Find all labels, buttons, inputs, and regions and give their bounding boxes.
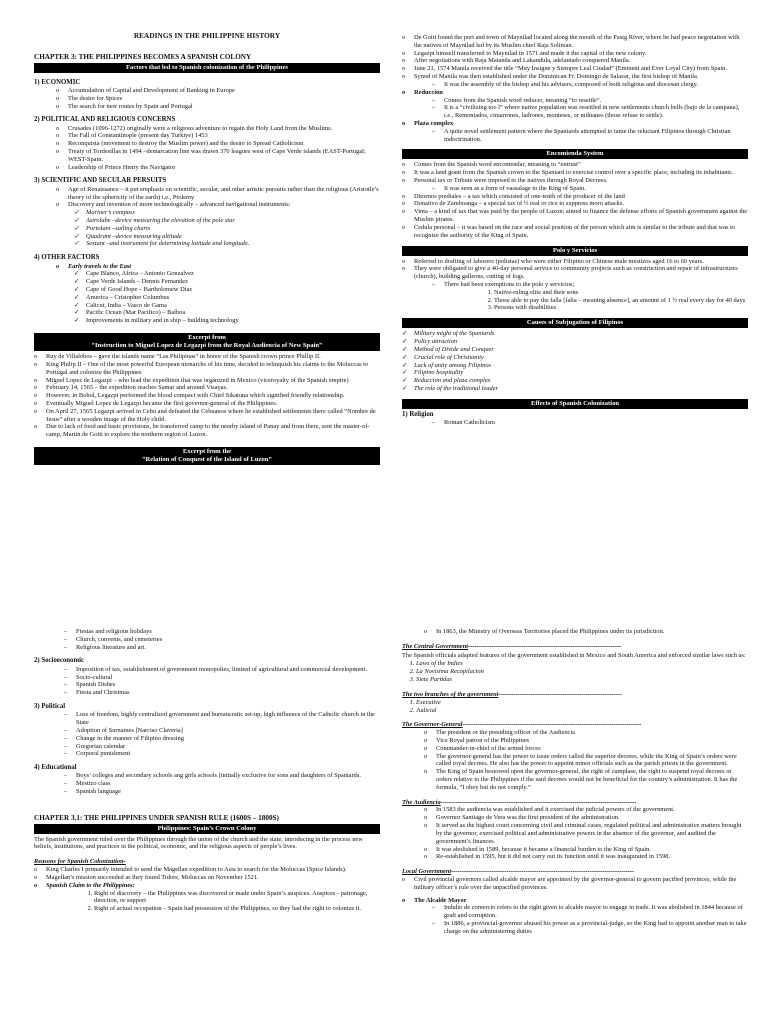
list-item: ✓ Improvements in military and in ship – building technology (74, 317, 380, 325)
audiencia-heading: The Audiencia-------------------------------------------------------------------------------------------- (402, 798, 637, 806)
list-item: o In 1583 the audiencia was established and it exercised the judicial powers of the government. (424, 806, 748, 814)
right-column (402, 34, 748, 427)
encomienda-sub-list (402, 185, 748, 193)
list-item: o June 21, 1574 Manila received the title “Muy Insigne y Siempre Leal Ciudad” (Eminent and Ever Loyal City) from Spain. (402, 65, 748, 73)
list-item: – Boys’ colleges and secondary schools ang girls schools [initially exclusive for sons and daughters of Spaniards. (64, 772, 380, 780)
list-item: o On April 27, 1565 Legazpi arrived in Cebu and defeated the Cebuanos where he established settlements there called “Nombre de Jesus” after a wooden image of the Holy child. (34, 408, 380, 424)
list-item: – Church, convents, and cemeteries (64, 636, 380, 644)
alcalde-list (402, 897, 748, 905)
list-item: o King Philip II – One of the most powerful European monarchs of his time, decided to relinquish his claims to the Moluccas to Portugal and colonize the Philippines (34, 361, 380, 377)
excerpt-1-list (34, 353, 380, 439)
list-item: o The governor-general has the power to issue orders called the superior decrees, while the King of Spain’s orders were called royal decrees. He also has the power to appoint minor officials such as the parish priests in the government. (424, 753, 748, 769)
list-item: o Donativo de Zamboanga – a special tax of ½ real or rice to suppress moro attacks. (402, 200, 748, 208)
scientific-list (34, 186, 380, 209)
encomienda-list (402, 161, 748, 184)
list-item: o Accumulation of Capital and Development of Banking in Europe (56, 87, 380, 95)
excerpt-2-bar (34, 447, 380, 465)
list-item: o Vinta – a kind of tax that was paid by the people of Luzon; aimed to finance the defense efforts of Spanish government against the Muslim pirates. (402, 208, 748, 224)
list-item: ✓ Pacific Ocean (Mar Pacifico) – Balboa (74, 309, 380, 317)
list-item: – Socio-cultural (64, 674, 380, 682)
reasons-list (34, 866, 380, 889)
list-item: ✓ The role of the traditional leader (402, 385, 748, 393)
conquest-list (402, 34, 748, 81)
reasons-heading: Reasons for Spanish Colonization- (34, 858, 126, 866)
list-item: o Magellan’s mission succeeded as they found Tidore, Moluccas on November 1521. (34, 874, 380, 882)
local-government-heading: Local Government-------------------------------------------------------------------------------------- (402, 868, 635, 876)
list-item: ✓ Calicut, India – Vasco de Gama (74, 302, 380, 310)
list-item: – Spanish language (64, 788, 380, 796)
reduccion-list (402, 89, 748, 97)
list-item: 3. Siete Partidas (416, 676, 748, 684)
socioeconomic-list (34, 666, 380, 697)
list-item: – Fiestas and religious holidays (64, 628, 380, 636)
list-item: – Adoption of Surnames [Narciso Claveria] (64, 727, 380, 735)
list-item: o Diezmos prediales – a tax which consisted of one-tenth of the producer of the land (402, 193, 748, 201)
exemptions-list (402, 289, 748, 312)
chapter-3-title: CHAPTER 3: THE PHILIPPINES BECOMES A SPANISH COLONY (34, 52, 252, 61)
list-item: – Religious literature and art. (64, 644, 380, 652)
list-item: – Corporal punishment (64, 750, 380, 758)
list-item: o Re-established in 1595, but it did not carry out its function until it was inaugurated in 1598. (424, 853, 748, 861)
excerpt-1-bar (34, 333, 380, 351)
branches-heading: The two branches of the government---------------------------------------------------------- (402, 690, 622, 698)
list-item: ✓ Reduccion and plaza complex (402, 377, 748, 385)
list-item: o Ruy de Villalobos – gave the islands name “Las Philipinas” in honor of the Spanish crown prince Phillip II. (34, 353, 380, 361)
list-item: o Eventually Miguel Lopez de Legazpi became the first governor-general of the Philippines. (34, 400, 380, 408)
list-item: o It served as the highest court concerning civil and criminal cases, regulated political and administrative matters brought by the governor, exercised political and administrative powers in the absence of the governor, and audited the government’s finances. (424, 822, 748, 845)
list-item: ✓ Sextant –and instrument for determining latitude and longitude. (74, 240, 380, 248)
list-item: – Indulto de comercio refers to the right given to alcalde mayor to engage in trade. It was abolished in 1844 because of graft and corruption. (432, 904, 748, 920)
list-item: 3. Persons with disabilities (494, 304, 748, 312)
list-item: o The King of Spain bestowed upon the governor-general, the right of cumplase, the right to suspend royal decrees or orders relative to the Philippines if the said decrees would not be beneficial for the country’s administration. It has the formula, “I obey but do not comply.” (424, 768, 748, 791)
list-item: o It was abolished in 1589, because it became a financial burden to the King of Spain. (424, 846, 748, 854)
list-item: o Reduccion (402, 89, 748, 97)
list-item: – It is a “civilizing too l” where native population was resettled in new settlements church bells (bajo de la campana), i.e., Remontados, cimarrones, ladrones, monteses, or milnanes (those refuse to settle). (432, 104, 748, 120)
laws-list (402, 660, 748, 683)
right-column-lower (402, 628, 748, 936)
other-factors-list (34, 263, 380, 271)
religion-heading: 1) Religion (402, 410, 434, 418)
left-column-lower (34, 628, 380, 913)
other-factors-heading: 4) OTHER FACTORS (34, 254, 100, 262)
alcalde-sub-list (402, 904, 748, 935)
local-government-list (402, 876, 748, 892)
list-item: ✓ Crucial role of Christianity (402, 354, 748, 362)
encomienda-bar: Encomienda System (402, 149, 748, 159)
list-item: o Age of Renaissance – it put emphasis on scientific, secular, and other artistic pursuits rather than the religious (Aristotle’s theory of the sphericity of the earth) i.e., Ptolemy (56, 186, 380, 202)
socioeconomic-heading: 2) Socioeconomic (34, 657, 85, 665)
ministry-list (402, 628, 748, 636)
political-effects-heading: 3) Political (34, 702, 66, 710)
polo-sub-list (402, 281, 748, 289)
list-item: ✓ Quadrant –device measuring altitude (74, 233, 380, 241)
plaza-sub-list (402, 128, 748, 144)
polo-list (402, 258, 748, 281)
list-item: o Treaty of Tordesillas in 1494 –demarcation line was drawn 370 leagues west of Cape Verde islands (EAST-Portugal; WEST-Spain. (56, 148, 380, 164)
causes-list (402, 330, 748, 393)
list-item: o Synod of Manila was then established under the Dominican Fr. Domingo de Salazar, the first bishop of Manila. (402, 73, 748, 81)
list-item: o Governor Santiago de Vera was the first president of the administration. (424, 814, 748, 822)
synod-sub-list (402, 81, 748, 89)
chapter-3-1-title: CHAPTER 3.1: THE PHILIPPINES UNDER SPANISH RULE (1600S – 1800S) (34, 813, 279, 822)
list-item: o Spanish Claim to the Philippines: (34, 882, 380, 890)
list-item: o De Goiti found the port and town of Maynilad located along the mouth of the Pasig River, where he had peace negotiation with the natives of Maynilad led by its Muslim chief Raja Soliman. (402, 34, 748, 50)
list-item: – Loss of freedom, highly centralized government and bureaucratic set-up, high influence of the Catholic church in the State (64, 711, 380, 727)
list-item: ✓ America – Cristopher Columbus (74, 294, 380, 302)
plaza-list (402, 120, 748, 128)
religion-list (402, 419, 748, 427)
list-item: – Change in the manner of Filipino dressing (64, 735, 380, 743)
list-item: 2. Those able to pay the falla [falta – meaning absence], an amount of 1 ½ real every day for 40 days (494, 297, 748, 305)
list-item: ✓ Cape Verde Islands – Dennis Fernandez (74, 278, 380, 286)
list-item: o Due to lack of food and basic provisions, he transferred camp to the nearby island of Panay and from there, sent the master-of-camp, Martin de Goiti to explore the northern region of Luzon. (34, 423, 380, 439)
list-item: ✓ Cape of Good Hope – Bartholomew Diaz (74, 286, 380, 294)
list-item: ✓ Astrolabe –device measuring the elevation of the pole star (74, 217, 380, 225)
list-item: – Spanish Dishes (64, 681, 380, 689)
excerpt-2-line-2: “Relation of Conquest of the Island of Luzon” (142, 456, 272, 464)
central-government-heading: The Central Government------------------------------------------------------------------------ (402, 642, 622, 650)
list-item: – There had been exemptions to the polo y servicios; (432, 281, 748, 289)
list-item: o They were obligated to give a 40-day personal service to community projects such as construction and repair of infrastructures (church), building galleons, cutting of logs. (402, 265, 748, 281)
list-item: – Roman Catholicism (432, 419, 748, 427)
list-item: o It was a land grant from the Spanish crown to the Spaniard to exercise control over a specific place, including its inhabitants. (402, 169, 748, 177)
list-item: 2. Judicial (416, 707, 748, 715)
list-item: 1. Right of discovery – the Philippines was discovered or made under Spain’s auspices. Auspices - patronage, direction, or support (94, 890, 380, 906)
list-item: o King Charles I primarily intended to send the Magellan expedition to Asia to search for the Moluccas (Spice Islands). (34, 866, 380, 874)
educational-heading: 4) Educational (34, 764, 77, 772)
political-heading: 2) POLITICAL AND RELIGIOUS CONCERNS (34, 116, 176, 124)
excerpt-1-line-2: “Instruction to Miguel Lopez de Legazpi from the Royal Audiencia of New Spain” (91, 342, 323, 350)
page-title: READINGS IN THE PHILIPPINE HISTORY (133, 32, 281, 40)
taxes-list (402, 193, 748, 240)
list-item: ✓ Filipino hospitality (402, 369, 748, 377)
left-column (34, 0, 380, 467)
list-item: 1. Laws of the Indies (416, 660, 748, 668)
effects-bar: Effects of Spanish Colonization (402, 399, 748, 409)
list-item: 1. Native-ruling elite and their sons (494, 289, 748, 297)
governor-general-heading: The Governor-General------------------------------------------------------------------------------------ (402, 721, 642, 729)
central-paragraph: The Spanish officials adapted features of the government established in Mexico and South America and enforced similar laws such as: (402, 651, 746, 659)
political-effects-list (34, 711, 380, 758)
list-item: o Cedula personal – it was based on the race and social position of the person which aim is similar to the tribute and that was to recognize the authority of the King of Spain. (402, 224, 748, 240)
list-item: – It was seen as a form of vassalage to the King of Spain. (432, 185, 748, 193)
excerpt-2-line-1: Excerpt from the (182, 448, 232, 456)
list-item: o The desire for Spices (56, 95, 380, 103)
governor-general-list (402, 729, 748, 792)
list-item: – Mestizo class (64, 780, 380, 788)
political-list (34, 125, 380, 172)
economic-heading: 1) ECONOMIC (34, 78, 81, 86)
list-item: ✓ Policy attraction (402, 338, 748, 346)
list-item: o Vice Royal patron of the Philippines (424, 737, 748, 745)
list-item: o Leadership of Prince Henry the Navigator (56, 164, 380, 172)
reduccion-sub-list (402, 97, 748, 120)
list-item: – A quite novel settlement pattern where the Spaniards attempted to tame the reluctant Filipinos through Christian indoctrination. (432, 128, 748, 144)
factors-bar: Factors that led to Spanish colonization of the Philippines (34, 63, 380, 73)
crown-colony-bar: Philippines: Spain’s Crown Colony (34, 824, 380, 834)
claims-list (34, 890, 380, 913)
list-item: 1. Executive (416, 699, 748, 707)
list-item: o Plaza complex (402, 120, 748, 128)
list-item: ✓ Lack of unity among Filipinos (402, 362, 748, 370)
list-item: – In 1886, a provincial-governor abused his power as a provincial-judge, so the King had to appoint another man to take charge on the administering duties (432, 920, 748, 936)
list-item: o Discovery and invention of more technologically – advanced navigational instruments: (56, 201, 380, 209)
polo-bar: Polo y Servicios (402, 246, 748, 256)
list-item: o Comes from the Spanish word encomendar, meaning to “entrust” (402, 161, 748, 169)
list-item: – Fiesta and Christmas (64, 689, 380, 697)
instruments-list (34, 209, 380, 248)
list-item: o Civil provincial governors called alcalde mayor are appointed by the governor-general to govern pacified provinces, while the military officer’s rule over the unpacified provinces. (402, 876, 748, 892)
causes-bar: Causes of Subjugation of Filipinos (402, 318, 748, 328)
list-item: ✓ Method of Divide and Conquer (402, 346, 748, 354)
list-item: ✓ Military might of the Spaniards (402, 330, 748, 338)
economic-list (34, 87, 380, 110)
list-item: o After negotiations with Raja Matanda and Lakandula, adelantado conquered Manila. (402, 57, 748, 65)
educational-list (34, 772, 380, 795)
list-item: o The Fall of Constantinople (present day Turkiye) 1453 (56, 132, 380, 140)
excerpt-1-line-1: Excerpt from (188, 334, 226, 342)
list-item: 2. Right of actual occupation – Spain had possession of the Philippines, so they had the right to colonize it. (94, 905, 380, 913)
list-item: o Crusades (1096-1272) originally were a religious adventure to regain the Holy Land from the Muslims. (56, 125, 380, 133)
list-item: – Comes from the Spanish word reducer, meaning “to resettle”. (432, 97, 748, 105)
list-item: o Referred to drafting of laborers (polistas) who were either Filipino or Chinese male mestizos aged 16 to 60 years. (402, 258, 748, 266)
travels-list (34, 270, 380, 325)
list-item: o Reconquista (movement to destroy the Muslim power) and the desire to Spread Catholicism (56, 140, 380, 148)
list-item: o February 14, 1565 – the expedition reaches Samar and around Visayas. (34, 384, 380, 392)
audiencia-list (402, 806, 748, 861)
list-item: o Legazpi himself transferred to Maynilad in 1571 and made it the capital of the new colony. (402, 50, 748, 58)
religion-effects-list (34, 628, 380, 651)
chapter-3-1-paragraph: The Spanish government ruled over the Philippines through the union of the church and the state, introducing in the process new beliefs, institutions, and practices in the political, economic, and the religious aspects of people’s lives. (34, 835, 363, 851)
list-item: – Gregorian calendar (64, 743, 380, 751)
list-item: o The president or the presiding officer of the Audiencia (424, 729, 748, 737)
list-item: ✓ Mariner’s compass (74, 209, 380, 217)
list-item: – It was the assembly of the bishop and his advisers, composed of both religious and diocesan clergy. (432, 81, 748, 89)
list-item: o Early travels to the East (56, 263, 380, 271)
branches-list (402, 699, 748, 715)
list-item: o Miguel Lopez de Legazpi – who lead the expedition that was organized in Mexico (viceroyalty of the Spanish empire) (34, 377, 380, 385)
list-item: o However, in Bohol, Legazpi performed the blood compact with Chief Sikatuna which signified friendly relationship. (34, 392, 380, 400)
list-item: o The search for new routes by Spain and Portugal (56, 103, 380, 111)
list-item: ✓ Portolani –sailing charts (74, 225, 380, 233)
list-item: 2. La Novisima Recopilacion (416, 668, 748, 676)
list-item: o In 1863, the Ministry of Overseas Territories placed the Philippines under its jurisdiction. (424, 628, 748, 636)
list-item: – Imposition of tax, establishment of government monopolies, limited of agricultural and commercial development. (64, 666, 380, 674)
list-item: o Personal tax or Tribute were imposed to the natives through Royal Decrees. (402, 177, 748, 185)
scientific-heading: 3) SCIENTIFIC AND SECULAR PERSUITS (34, 177, 167, 185)
list-item: o Commander-in-chief of the armed forces (424, 745, 748, 753)
list-item: ✓ Cape Blanco, Africa – Antonio Gonzalvez (74, 270, 380, 278)
list-item: o The Alcalde Mayor (402, 897, 748, 905)
